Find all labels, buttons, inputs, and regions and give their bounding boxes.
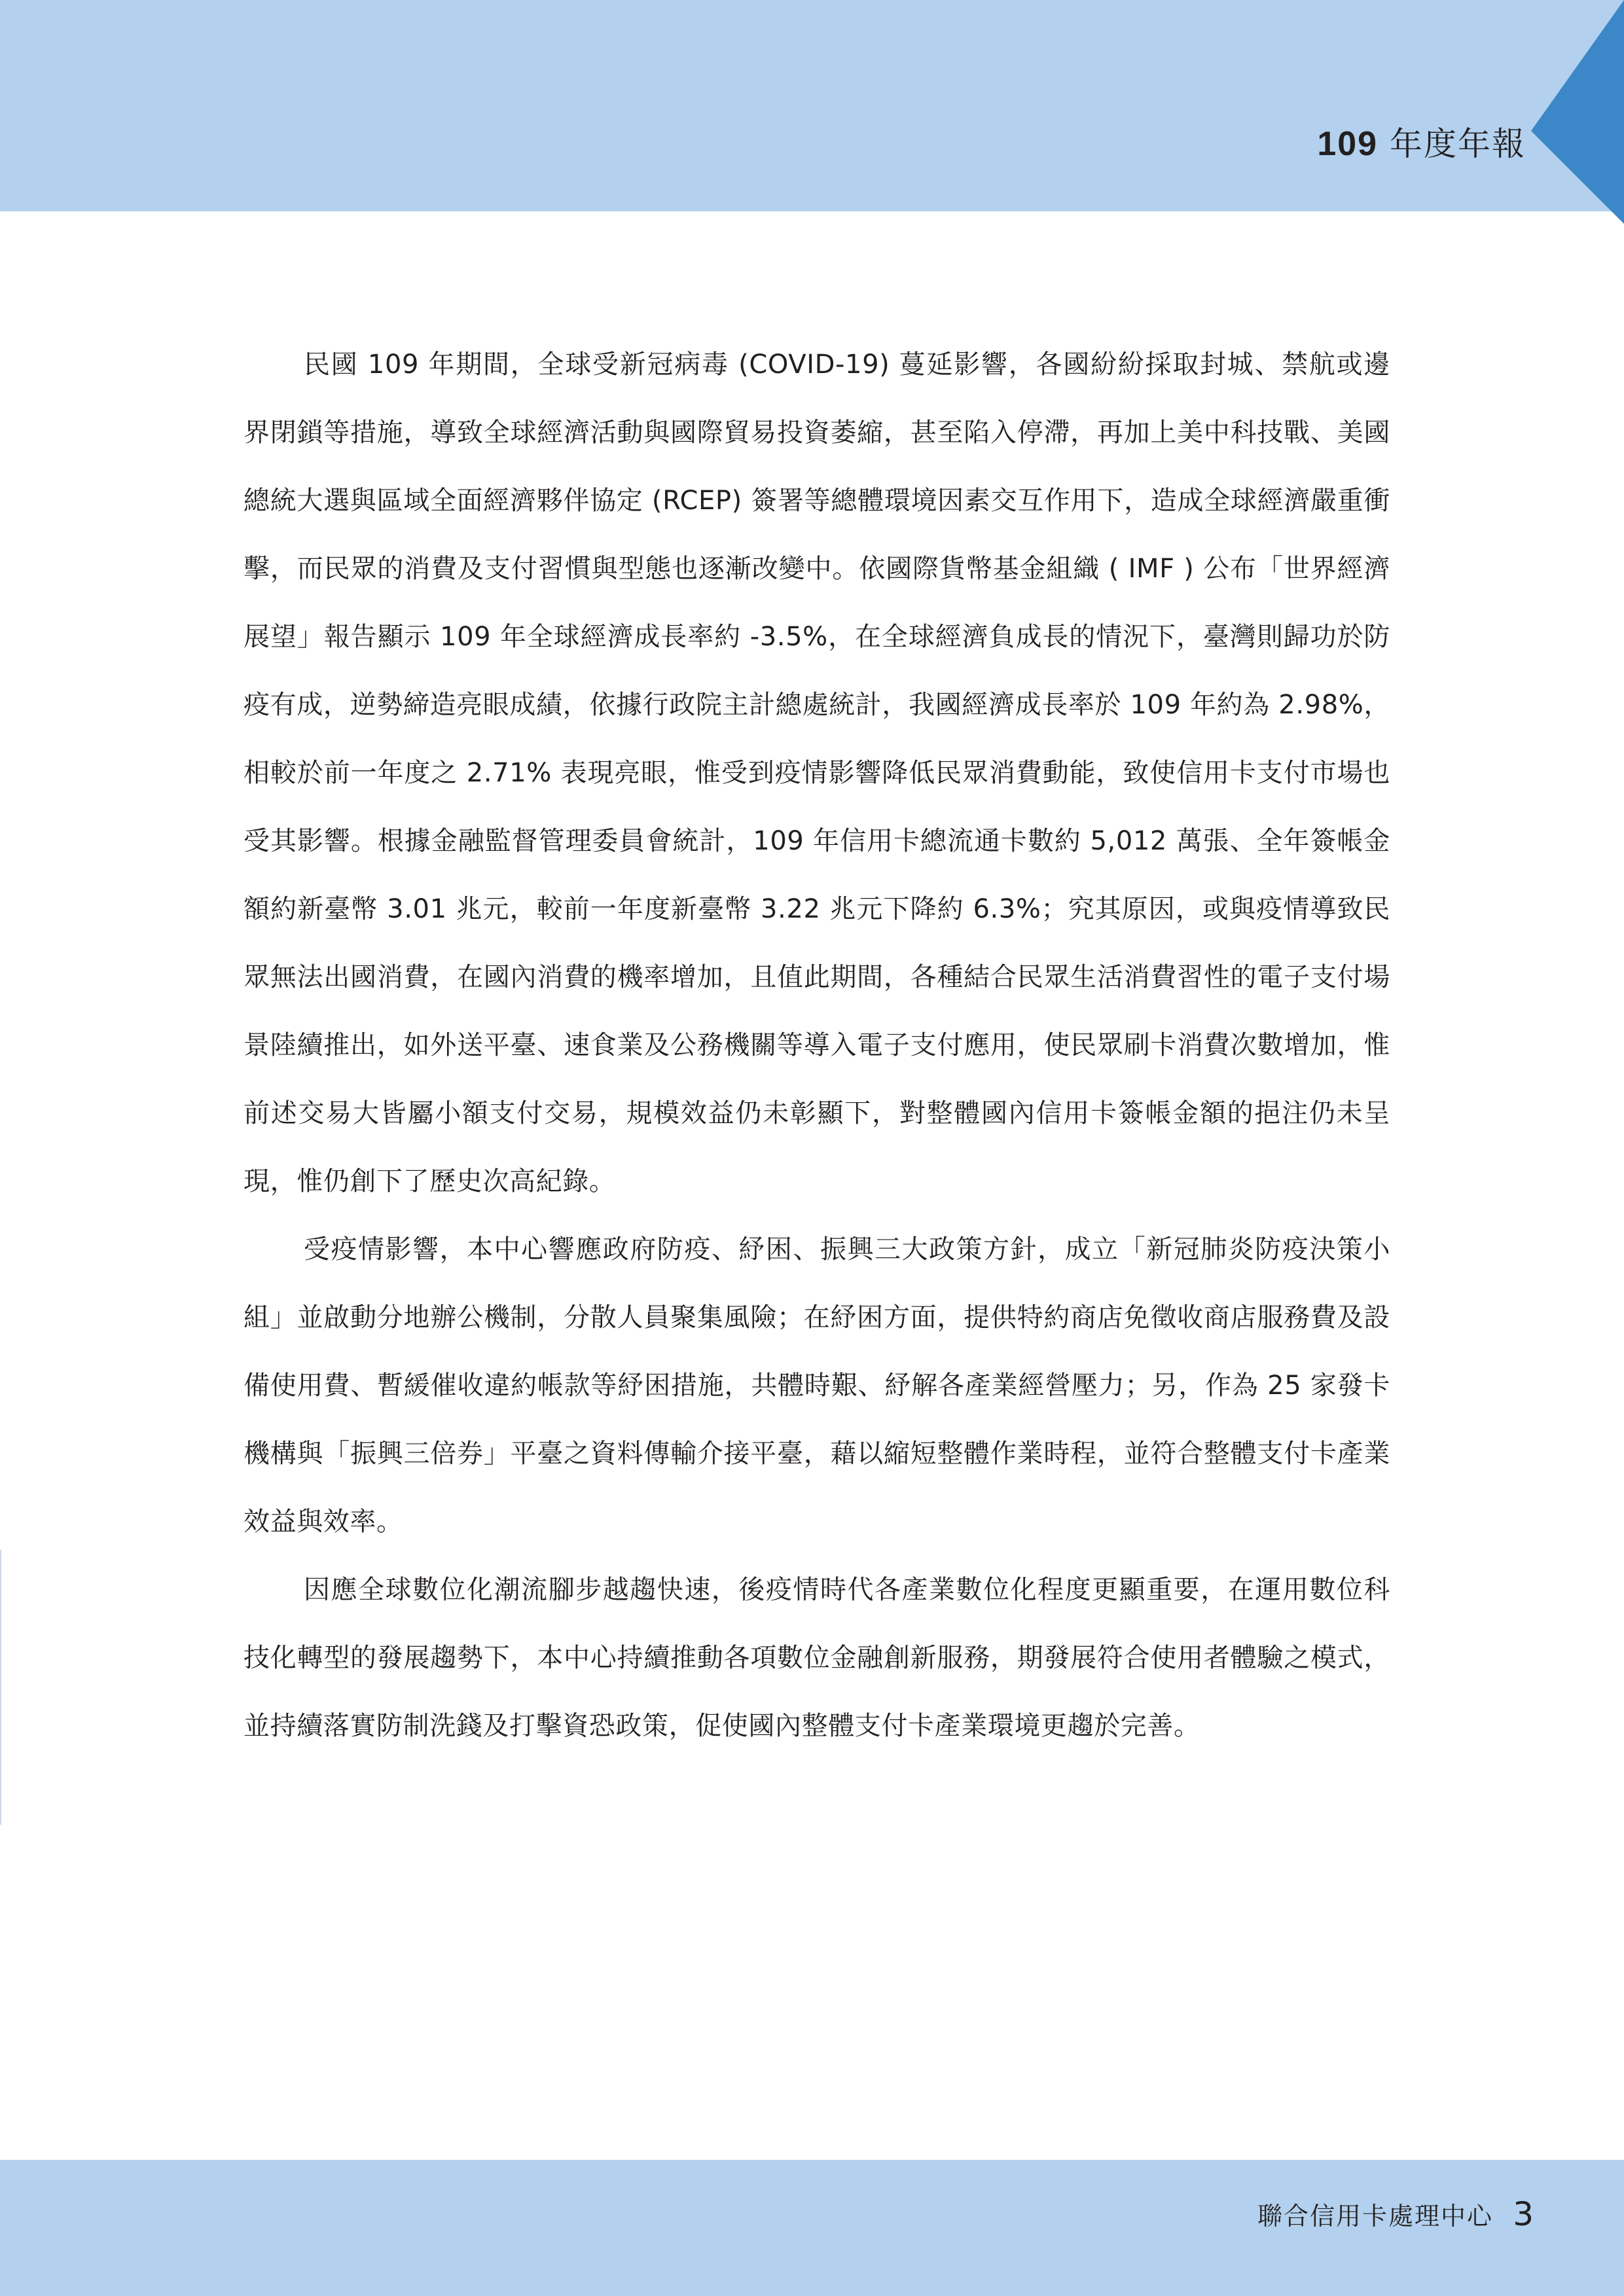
report-year: 109 xyxy=(1317,125,1379,163)
footer-organization: 聯合信用卡處理中心 xyxy=(1257,2202,1493,2231)
paragraph-economy: 民國 109 年期間，全球受新冠病毒 (COVID-19) 蔓延影響，各國紛紛採取封城、禁航或邊界閉鎖等措施，導致全球經濟活動與國際貿易投資萎縮，甚至陷入停滯，再加上美中科技戰、美國總統大選與區域全面經濟夥伴協定 (RCEP) 簽署等總體環境因素交互作用下，造成全球經濟嚴重衝擊，而民眾的消費及支付習慣與型態也逐漸改變中。依國際貨幣基金組織 ( IMF ) 公布「世界經濟展望」報告顯示 109 年全球經濟成長率約 -3.5%，在全球經濟負成長的情況下，臺灣則歸功於防疫有成，逆勢締造亮眼成績，依據行政院主計總處統計，我國經濟成長率於 109 年約為 2.98%，相較於前一年度之 2.71% 表現亮眼，惟受到疫情影響降低民眾消費動能，致使信用卡支付市場也受其影響。根據金融監督管理委員會統計，109 年信用卡總流通卡數約 5,012 萬張、全年簽帳金額約新臺幣 3.01 兆元，較前一年度新臺幣 3.22 兆元下降約 6.3%；究其原因，或與疫情導致民眾無法出國消費，在國內消費的機率增加，且值此期間，各種結合民眾生活消費習性的電子支付場景陸續推出，如外送平臺、速食業及公務機關等導入電子支付應用，使民眾刷卡消費次數增加，惟前述交易大皆屬小額支付交易，規模效益仍未彰顯下，對整體國內信用卡簽帳金額的挹注仍未呈現，惟仍創下了歷史次高紀錄。 xyxy=(244,350,1390,1196)
header-triangle-shape xyxy=(1531,0,1624,224)
report-title xyxy=(1317,118,1526,170)
paragraph-digitalization: 因應全球數位化潮流腳步越趨快速，後疫情時代各產業數位化程度更顯重要，在運用數位科技化轉型的發展趨勢下，本中心持續推動各項數位金融創新服務，期發展符合使用者體驗之模式，並持續落實防制洗錢及打擊資恐政策，促使國內整體支付卡產業環境更趨於完善。 xyxy=(244,1575,1390,1741)
header-corner-triangle xyxy=(1531,0,1624,224)
report-title-suffix: 年度年報 xyxy=(1378,125,1526,163)
page-number: 3 xyxy=(1513,2195,1534,2233)
body-text xyxy=(244,331,1390,1760)
paragraph-pandemic-response: 受疫情影響，本中心響應政府防疫、紓困、振興三大政策方針，成立「新冠肺炎防疫決策小組」並啟動分地辦公機制，分散人員聚集風險；在紓困方面，提供特約商店免徵收商店服務費及設備使用費、暫緩催收違約帳款等紓困措施，共體時艱、紓解各產業經營壓力；另，作為 25 家發卡機構與「振興三倍券」平臺之資料傳輸介接平臺，藉以縮短整體作業時程，並符合整體支付卡產業效益與效率。 xyxy=(244,1234,1390,1537)
header-band xyxy=(0,0,1624,211)
page-edge-mark xyxy=(0,1550,1,1825)
